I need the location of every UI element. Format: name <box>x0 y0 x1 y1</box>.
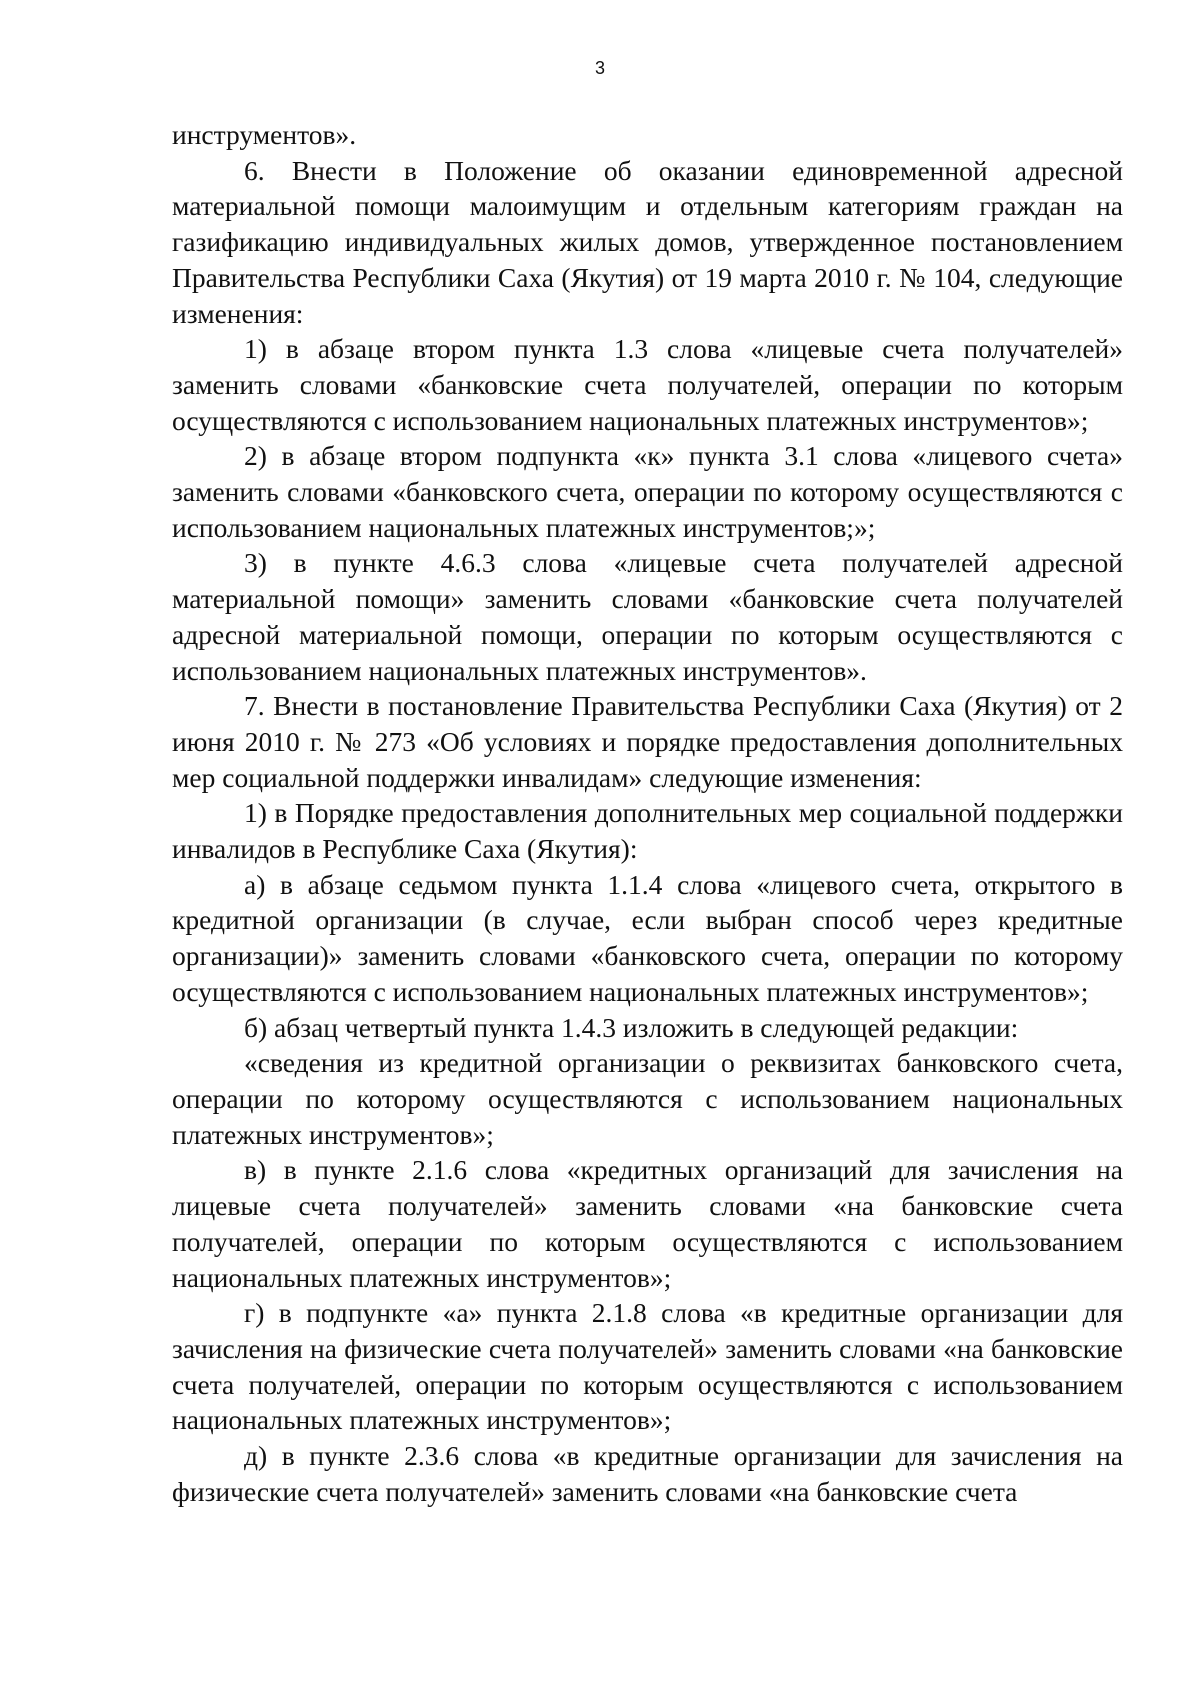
paragraph: 7. Внести в постановление Правительства Республики Саха (Якутия) от 2 июня 2010 г. № 273 «Об условиях и порядке предоставления дополнительных мер социальной поддержки инвалидам» следующие изменения: <box>172 690 1123 793</box>
paragraph: д) в пункте 2.3.6 слова «в кредитные организации для зачисления на физические счета получателей» заменить словами «на банковские счета <box>172 1440 1123 1507</box>
paragraph: г) в подпункте «а» пункта 2.1.8 слова «в кредитные организации для зачисления на физические счета получателей» заменить словами «на банковские счета получателей, операции по которым осуществляются с использованием национальных платежных инструментов»; <box>172 1297 1123 1436</box>
page-number: 3 <box>594 58 605 78</box>
paragraph: инструментов». <box>172 119 357 150</box>
paragraph: в) в пункте 2.1.6 слова «кредитных организаций для зачисления на лицевые счета получателей» заменить словами «на банковские счета получателей, операции по которым осуществляются с использованием национальных платежных инструментов»; <box>172 1154 1123 1293</box>
paragraph: 3) в пункте 4.6.3 слова «лицевые счета получателей адресной материальной помощи» заменить словами «банковские счета получателей адресной материальной помощи, операции по которым осуществляются с использованием национальных платежных инструментов». <box>172 547 1123 686</box>
paragraph: 1) в абзаце втором пункта 1.3 слова «лицевые счета получателей» заменить словами «банковские счета получателей, операции по которым осуществляются с использованием национальных платежных инструментов»; <box>172 333 1123 436</box>
paragraph: 2) в абзаце втором подпункта «к» пункта 3.1 слова «лицевого счета» заменить словами «банковского счета, операции по которому осуществляются с использованием национальных платежных инструментов;»; <box>172 440 1123 543</box>
paragraph: а) в абзаце седьмом пункта 1.1.4 слова «лицевого счета, открытого в кредитной организации (в случае, если выбран способ через кредитные организации)» заменить словами «банковского счета, операции по которому осуществляются с использованием национальных платежных инструментов»; <box>172 868 1123 1007</box>
document-body <box>172 117 1123 1509</box>
paragraph: 1) в Порядке предоставления дополнительных мер социальной поддержки инвалидов в Республике Саха (Якутия): <box>172 797 1123 865</box>
paragraph: 6. Внести в Положение об оказании единовременной адресной материальной помощи малоимущим и отдельным категориям граждан на газификацию индивидуальных жилых домов, утвержденное постановлением Правительства Республики Саха (Якутия) от 19 марта 2010 г. № 104, следующие изменения: <box>172 154 1123 329</box>
paragraph: б) абзац четвертый пункта 1.4.3 изложить в следующей редакции: <box>244 1011 1019 1043</box>
paragraph: «сведения из кредитной организации о реквизитах банковского счета, операции по которому осуществляются с использованием национальных платежных инструментов»; <box>172 1047 1123 1150</box>
